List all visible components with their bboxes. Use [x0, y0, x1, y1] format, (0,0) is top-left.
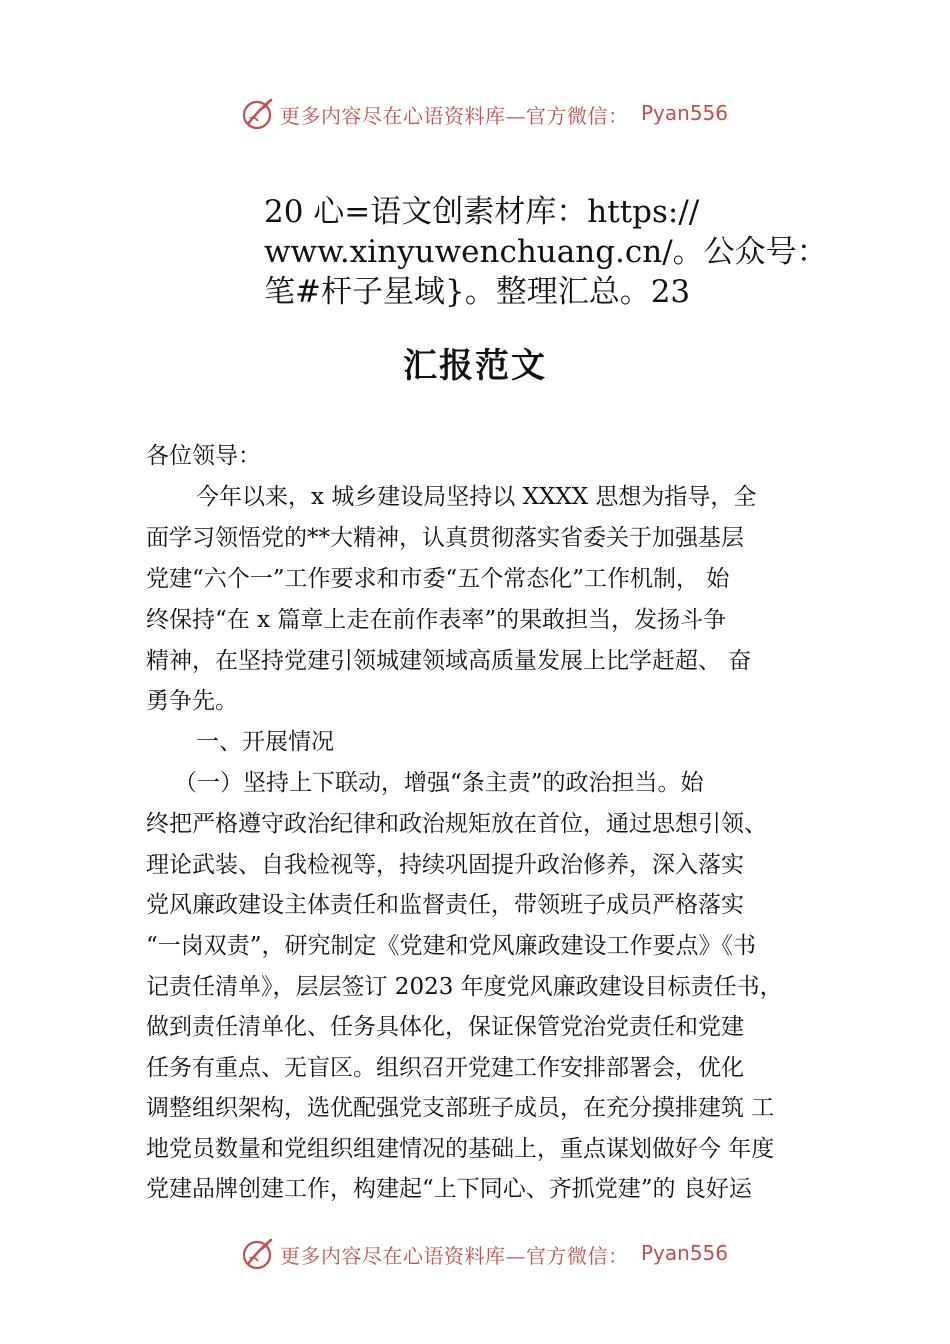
body-line: 做到责任清单化、任务具体化，保证保管党治党责任和党建 [146, 1014, 744, 1040]
header-line-3: 笔#杆子星域}。整理汇总。23 [264, 274, 691, 310]
body-line: 党建品牌创建工作，构建起“上下同心、齐抓党建”的 良好运 [146, 1176, 752, 1202]
quill-pen-seal-icon [240, 96, 276, 132]
watermark-text: 更多内容尽在心语资料库—官方微信： [280, 104, 629, 128]
body-line: 勇争先。 [146, 688, 238, 714]
header-line-2: www.xinyuwenchuang.cn/。公众号： [264, 234, 828, 270]
watermark-text: 更多内容尽在心语资料库—官方微信： [280, 1244, 629, 1268]
watermark-wechat-id: Pyan556 [641, 1241, 729, 1265]
watermark-banner-top [0, 92, 950, 136]
subsection-heading: （一）坚持上下联动，增强“条主责”的政治担当。始 [174, 770, 704, 796]
salutation: 各位领导： [146, 443, 261, 469]
body-line: 党建“六个一”工作要求和市委“五个常态化”工作机制， 始 [146, 566, 730, 592]
document-title: 汇报范文 [403, 346, 547, 386]
body-line: “一岗双责”，研究制定《党建和党风廉政建设工作要点》《书 [146, 933, 757, 959]
body-line: 党风廉政建设主体责任和监督责任，带领班子成员严格落实 [146, 892, 744, 918]
body-line: 任务有重点、无盲区。组织召开党建工作安排部署会，优化 [146, 1055, 744, 1081]
section-heading: 一、开展情况 [196, 729, 334, 755]
body-line: 地党员数量和党组织组建情况的基础上，重点谋划做好今 年度 [146, 1136, 775, 1162]
body-line: 面学习领悟党的**大精神，认真贯彻落实省委关于加强基层 [146, 525, 744, 551]
body-line: 精神，在坚持党建引领城建领域高质量发展上比学赶超、 奋 [146, 648, 752, 674]
body-line: 理论武装、自我检视等，持续巩固提升政治修养，深入落实 [146, 852, 744, 878]
body-line: 调整组织架构，选优配强党支部班子成员，在充分摸排建筑 工 [146, 1095, 775, 1121]
body-line: 终保持“在 x 篇章上走在前作表率”的果敢担当，发扬斗争 [146, 607, 727, 633]
quill-pen-seal-icon [240, 1236, 276, 1272]
watermark-wechat-id: Pyan556 [641, 101, 729, 125]
body-line: 终把严格遵守政治纪律和政治规矩放在首位，通过思想引领、 [146, 811, 767, 837]
body-line: 今年以来，x 城乡建设局坚持以 XXXX 思想为指导，全 [196, 484, 757, 510]
header-line-1: 20 心=语文创素材库：https:// [264, 194, 700, 230]
body-line: 记责任清单》，层层签订 2023 年度党风廉政建设目标责任书， [146, 974, 783, 1000]
watermark-banner-bottom [0, 1232, 950, 1276]
